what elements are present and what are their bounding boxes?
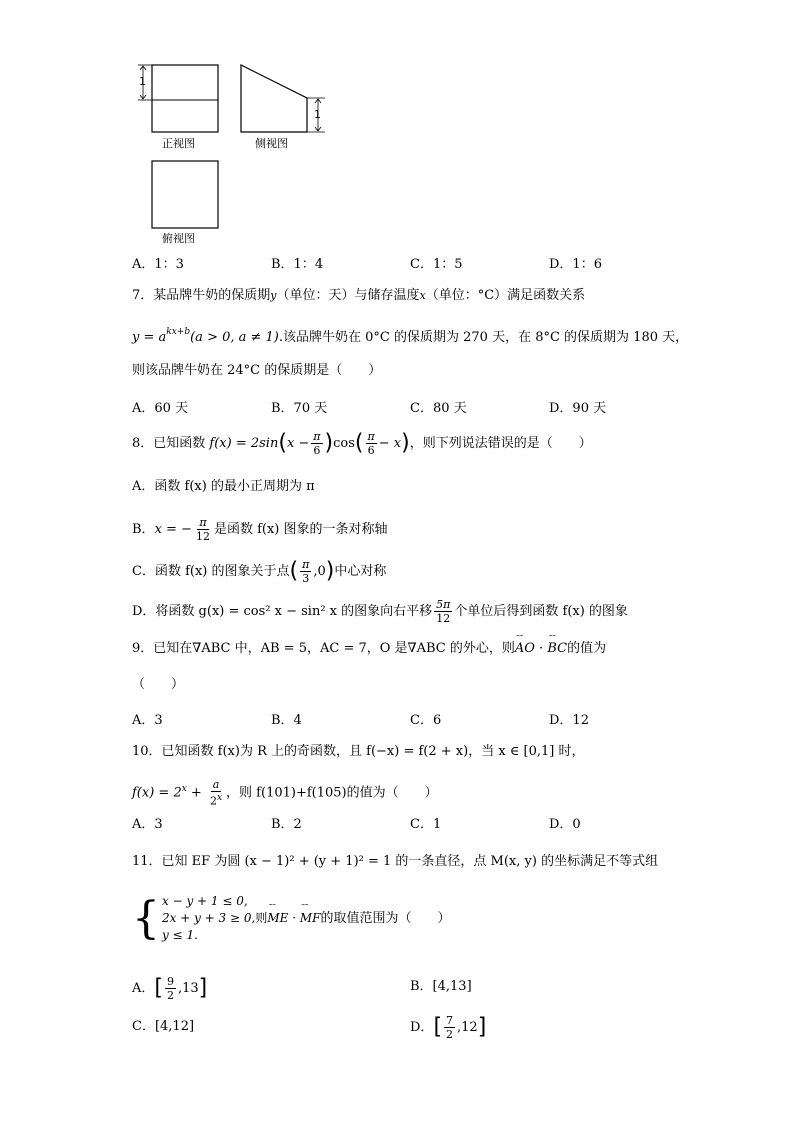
q8-option-d[interactable]: D．将函数 g(x) = cos² x − sin² x 的图象向右平移 $\frac{5\pi}{12}$ 个单位后得到函数 f(x) 的图象 [132,598,628,625]
three-view-figure [130,58,340,244]
front-dim-label: 1 [139,75,146,88]
q9-answer-paren: （ ） [132,677,185,692]
vector-bc: ˜˜ BC [547,640,567,658]
q10-option-b[interactable]: B．2 [271,817,302,832]
q9-option-c[interactable]: C．6 [410,713,442,728]
q6-option-c[interactable]: C．1：5 [410,257,463,272]
q11-option-a[interactable]: A．[ $\frac{9}{2}$ ,13] [132,975,208,1002]
side-view-shape [241,65,307,132]
q9-option-d[interactable]: D．12 [549,713,589,728]
q11-inequality-system: { x − y + 1 ≤ 0, 2x + y + 3 ≥ 0,则˜˜ ME · ˜˜ MF的取值范围为（ ） y ≤ 1. [132,893,450,944]
q10-stem-line2: $f(x) = 2^x$ + $\frac{a}{2^x}$ ，则 f(101)+f(105)的值为（ ） [132,778,438,808]
q6-option-b[interactable]: B．1：4 [271,257,324,272]
vector-me: ˜˜ ME [267,910,288,927]
q11-ineq-3: y ≤ 1. [162,928,198,942]
q6-option-d[interactable]: D．1：6 [549,257,602,272]
side-view-caption: 侧视图 [255,137,288,150]
q8-option-a[interactable]: A．函数 f(x) 的最小正周期为 π [132,479,315,494]
q10-option-a[interactable]: A．3 [132,817,163,832]
q7-stem-line3: 则该品牌牛奶在 24°C 的保质期是（ ） [132,363,382,378]
q9-stem: 9．已知在∇ABC 中，AB = 5，AC = 7，O 是∇ABC 的外心，则˜˜ AO · ˜˜ BC的值为 [132,640,606,658]
q10-option-c[interactable]: C．1 [410,817,442,832]
q7-option-a[interactable]: A．60 天 [132,401,189,416]
q11-option-d[interactable]: D．[ $\frac{7}{2}$ ,12] [410,1014,487,1041]
q8-option-b[interactable]: B．x = − $\frac{\pi}{12}$ 是函数 f(x) 图象的一条对称轴 [132,516,388,543]
side-dim-label: 1 [314,108,321,121]
front-view-caption: 正视图 [162,137,195,150]
q9-option-b[interactable]: B．4 [271,713,302,728]
q8-option-c[interactable]: C．函数 f(x) 的图象关于点( $\frac{\pi}{3}$ ,0)中心对称 [132,558,387,585]
front-view-rect [152,65,218,132]
q7-option-b[interactable]: B．70 天 [271,401,328,416]
q10-stem: 10．已知函数 f(x)为 R 上的奇函数，且 f(−x) = f(2 + x)，当 x ∈ [0,1] 时， [132,744,585,759]
q11-option-c[interactable]: C．[4,12] [132,1019,195,1034]
vector-ao: ˜˜ AO [515,640,535,658]
top-view-caption: 俯视图 [162,232,195,245]
q7-stem-line2: $y = a^{kx+b}(a > 0$, a ≠ 1).该品牌牛奶在 0°C 的保质期为 270 天，在 8°C 的保质期为 180 天， [132,327,689,345]
q6-option-a[interactable]: A．1：3 [132,257,184,272]
q11-option-b[interactable]: B．[4,13] [410,979,472,994]
q9-option-a[interactable]: A．3 [132,713,163,728]
vector-mf: ˜˜ MF [300,910,321,927]
q11-ineq-2: 2x + y + 3 ≥ 0, [162,911,256,925]
q7-option-d[interactable]: D．90 天 [549,401,607,416]
q11-ineq-1: x − y + 1 ≤ 0, [162,894,248,908]
q10-option-d[interactable]: D．0 [549,817,581,832]
q11-stem: 11．已知 EF 为圆 (x − 1)² + (y + 1)² = 1 的一条直径，点 M(x, y) 的坐标满足不等式组 [132,854,659,869]
q7-option-c[interactable]: C．80 天 [410,401,467,416]
q8-stem: 8．已知函数 f(x) = 2sin(x − $\frac{\pi}{6}$ )cos( $\frac{\pi}{6}$ − x)，则下列说法错误的是（ ） [132,430,592,457]
top-view-rect [152,161,218,228]
q7-stem-line1: 7．某品牌牛奶的保质期y（单位：天）与储存温度x（单位：°C）满足函数关系 [132,288,586,303]
